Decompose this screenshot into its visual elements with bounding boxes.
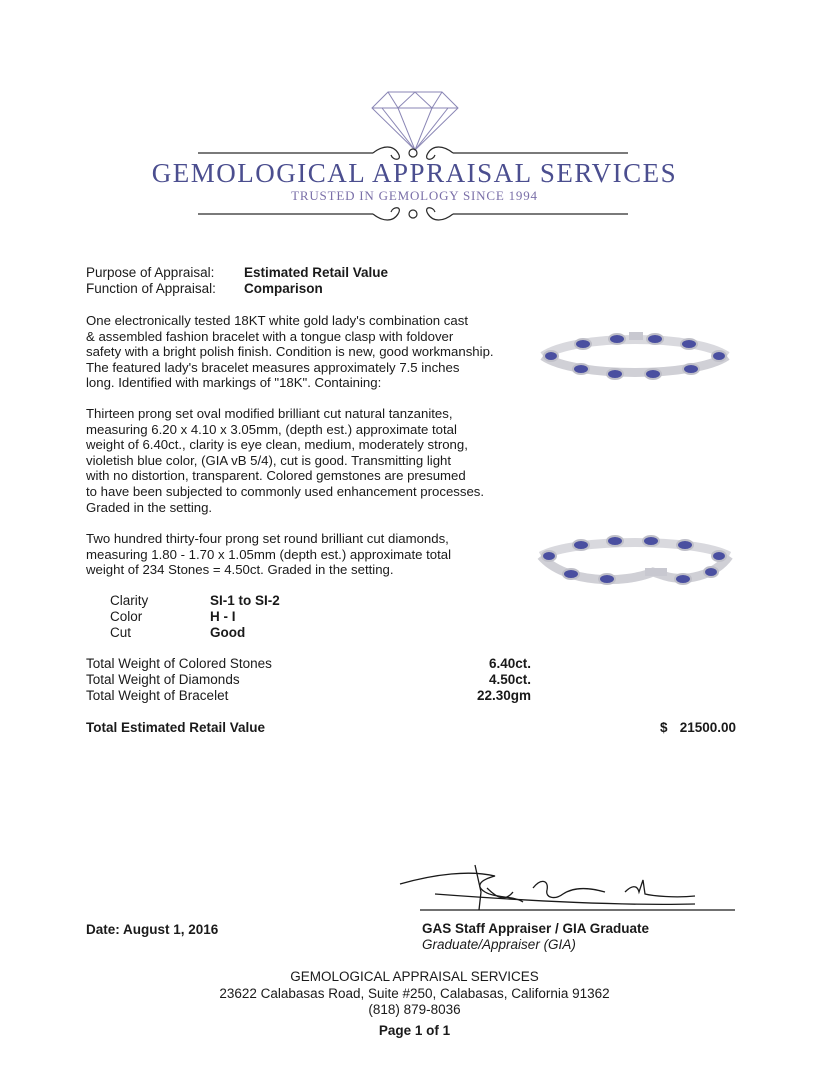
bottom-ornament — [198, 204, 628, 224]
grading-value-cut: Good — [210, 625, 246, 640]
bracelet-photo-top — [535, 330, 735, 382]
signer-title: GAS Staff Appraiser / GIA Graduate — [422, 921, 650, 936]
grading-value-color: H - I — [210, 609, 236, 624]
bracelet-photo-bottom — [535, 532, 735, 590]
total-label-bracelet: Total Weight of Bracelet — [86, 688, 229, 703]
description-paragraph-3 — [86, 531, 526, 578]
text-line: safety with a bright polish finish. Condition is new, good workmanship. — [86, 344, 494, 360]
page-number: Page 1 of 1 — [378, 1023, 451, 1038]
function-label: Function of Appraisal: — [86, 281, 216, 296]
text-line: Graded in the setting. — [86, 499, 213, 515]
text-line: & assembled fashion bracelet with a tongue clasp with foldover — [86, 328, 454, 344]
function-value: Comparison — [244, 281, 323, 296]
total-value-bracelet: 22.30gm — [476, 688, 531, 703]
text-line: with no distortion, transparent. Colored gemstones are presumed — [86, 468, 466, 484]
footer-company: GEMOLOGICAL APPRAISAL SERVICES — [290, 969, 539, 984]
retail-value-label: Total Estimated Retail Value — [86, 720, 266, 735]
total-label-diamonds: Total Weight of Diamonds — [86, 672, 240, 687]
retail-currency: $ — [660, 720, 668, 735]
text-line: measuring 6.20 x 4.10 x 3.05mm, (depth est.) approximate total — [86, 421, 457, 437]
description-paragraph-1 — [86, 313, 526, 391]
company-title: GEMOLOGICAL APPRAISAL SERVICES — [151, 158, 678, 188]
grading-label-clarity: Clarity — [110, 593, 149, 608]
signature-image — [395, 862, 740, 917]
text-line: weight of 234 Stones = 4.50ct. Graded in the setting. — [86, 562, 394, 578]
footer-phone: (818) 879-8036 — [368, 1002, 461, 1017]
text-line: measuring 1.80 - 1.70 x 1.05mm (depth est.) approximate total — [86, 546, 452, 562]
text-line: The featured lady's bracelet measures approximately 7.5 inches — [86, 359, 460, 375]
text-line: Two hundred thirty-four prong set round brilliant cut diamonds, — [86, 531, 449, 546]
purpose-label: Purpose of Appraisal: — [86, 265, 215, 280]
appraisal-date: Date: August 1, 2016 — [86, 922, 219, 937]
signer-subtitle: Graduate/Appraiser (GIA) — [422, 937, 576, 952]
retail-amount: 21500.00 — [679, 720, 736, 735]
text-line: One electronically tested 18KT white gold lady's combination cast — [86, 313, 468, 328]
text-line: weight of 6.40ct., clarity is eye clean, medium, moderately strong, — [86, 437, 468, 453]
text-line: to have been subjected to commonly used enhancement processes. — [86, 483, 485, 499]
purpose-value: Estimated Retail Value — [244, 265, 389, 280]
text-line: Thirteen prong set oval modified brilliant cut natural tanzanites, — [86, 406, 453, 421]
total-value-colored-stones: 6.40ct. — [488, 656, 531, 671]
grading-label-cut: Cut — [110, 625, 132, 640]
text-line: violetish blue color, (GIA vB 5/4), cut is good. Transmitting light — [86, 452, 452, 468]
grading-label-color: Color — [110, 609, 143, 624]
text-line: long. Identified with markings of "18K". Containing: — [86, 375, 382, 391]
total-value-diamonds: 4.50ct. — [488, 672, 531, 687]
total-label-colored-stones: Total Weight of Colored Stones — [86, 656, 272, 671]
company-tagline: TRUSTED IN GEMOLOGY SINCE 1994 — [291, 188, 538, 203]
grading-value-clarity: SI-1 to SI-2 — [210, 593, 280, 608]
footer-address: 23622 Calabasas Road, Suite #250, Calabasas, California 91362 — [219, 986, 610, 1001]
description-paragraph-2 — [86, 406, 526, 515]
